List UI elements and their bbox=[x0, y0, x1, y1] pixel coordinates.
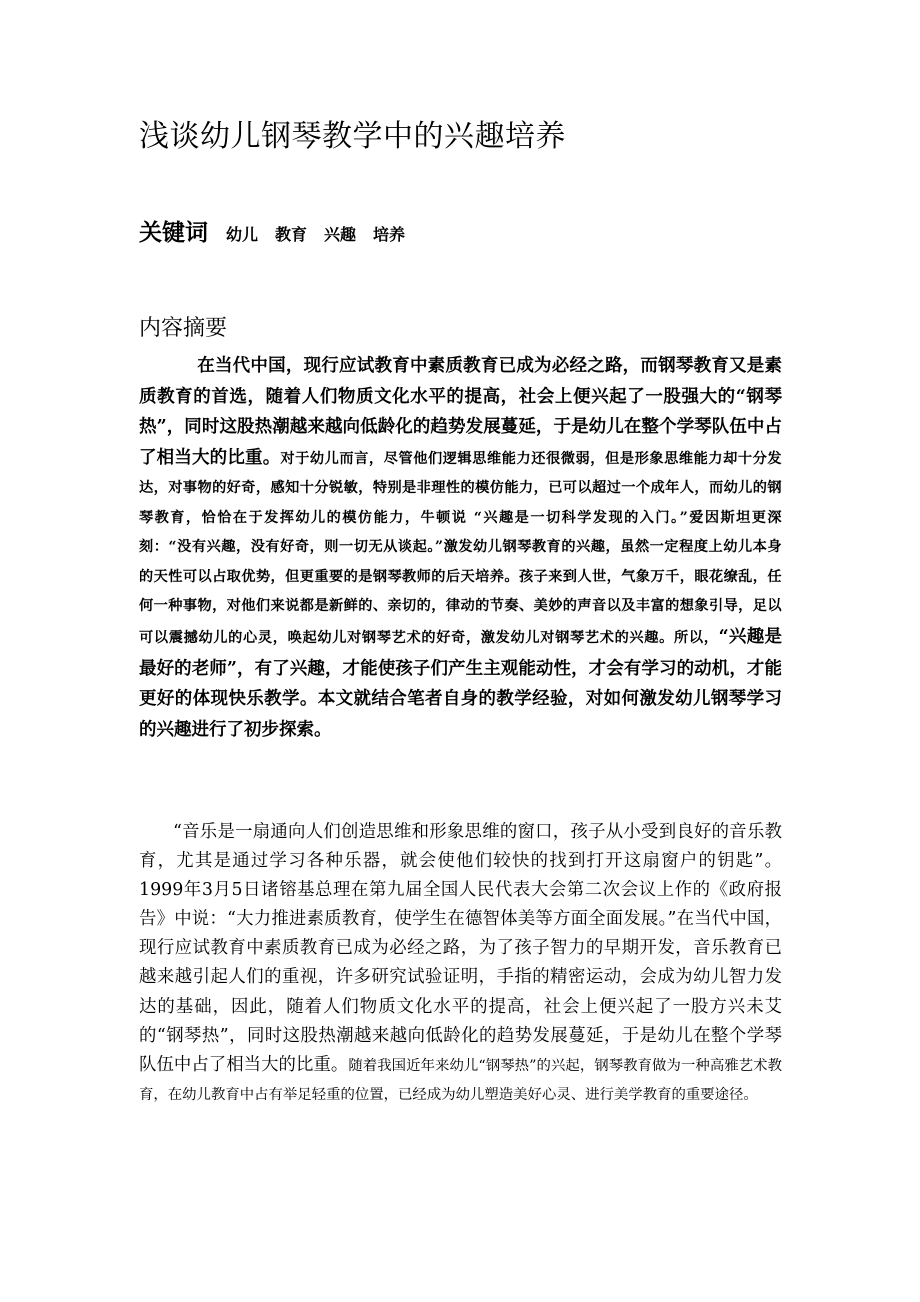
abstract-text-middle: 对于幼儿而言，尽管他们逻辑思维能力还很微弱，但是形象思维能力却十分发达，对事物的好奇，感知十分锐敏，特别是非理性的模仿能力，已可以超过一个成年人，而幼儿的钢琴教育，恰恰在于发挥幼儿的模仿能力，牛顿说 “兴趣是一切科学发现的入门。”爱因斯坦更深刻：“没有兴趣，没有好奇，则一切无从谈起。”激发幼儿钢琴教育的兴趣，虽然一定程度上幼儿本身的天性可以占取优势，但更重要的是钢琴教师的后天培养。孩子来到人世，气象万千，眼花缭乱，任何一种事物，对他们来说都是新鲜的、亲切的，律动的节奏、美妙的声音以及丰富的想象引导，足以可以震撼幼儿的心灵，唤起幼儿对钢琴艺术的好奇，激发幼儿对钢琴艺术的兴趣。所以， bbox=[139, 450, 782, 647]
body-text-main: “音乐是一扇通向人们创造思维和形象思维的窗口，孩子从小受到良好的音乐教育，尤其是通过学习各种乐器，就会使他们较快的找到打开这扇窗户的钥匙”。1999年3月5日诸镕基总理在第九届全国人民代表大会第二次会议上作的《政府报告》中说：“大力推进素质教育，使学生在德智体美等方面全面发展。”在当代中国，现行应试教育中素质教育已成为必经之路，为了孩子智力的早期开发，音乐教育已越来越引起人们的重视，许多研究试验证明，手指的精密运动，会成为幼儿智力发达的基础，因此，随着人们物质文化水平的提高，社会上便兴起了一股方兴未艾的“钢琴热”，同时这股热潮越来越向低龄化的趋势发展蔓延，于是幼儿在整个学琴队伍中占了相当大的比重。 bbox=[139, 822, 782, 1075]
keyword-term: 幼儿 bbox=[226, 225, 259, 244]
body-text-small: 随着我国近年来幼儿“钢琴热”的兴起，钢琴教育做为一种高雅艺术教育，在幼儿教育中占有举足轻重的位置，已经成为幼儿塑造美好心灵、进行美学教育的重要途径。 bbox=[139, 1057, 782, 1103]
keyword-term: 培养 bbox=[373, 225, 406, 244]
abstract-paragraph bbox=[139, 351, 782, 746]
keywords-line bbox=[139, 214, 422, 254]
keyword-term: 兴趣 bbox=[324, 225, 357, 244]
keywords-label: 关键词 bbox=[139, 219, 208, 246]
abstract-heading: 内容摘要 bbox=[139, 316, 228, 341]
body-paragraph bbox=[139, 818, 782, 1110]
keyword-term: 教育 bbox=[275, 225, 308, 244]
abstract-text-lead: 在当代中国，现行应试教育中素质教育已成为必经之路，而钢琴教育又是素质教育的首选，随着人们物质文化水平的提高，社会上便兴起了一股强大的“钢琴热”，同时这股热潮越来越向低龄化的趋势发展蔓延，于是幼儿在整个学琴队伍中占了相当大的比重。 bbox=[139, 356, 782, 468]
abstract-text-end: “兴趣是最好的老师”，有了兴趣，才能使孩子们产生主观能动性，才会有学习的动机，才能更好的体现快乐教学。本文就结合笔者自身的教学经验，对如何激发幼儿钢琴学习的兴趣进行了初步探索。 bbox=[139, 627, 782, 741]
document-title: 浅谈幼儿钢琴教学中的兴趣培养 bbox=[139, 119, 566, 154]
